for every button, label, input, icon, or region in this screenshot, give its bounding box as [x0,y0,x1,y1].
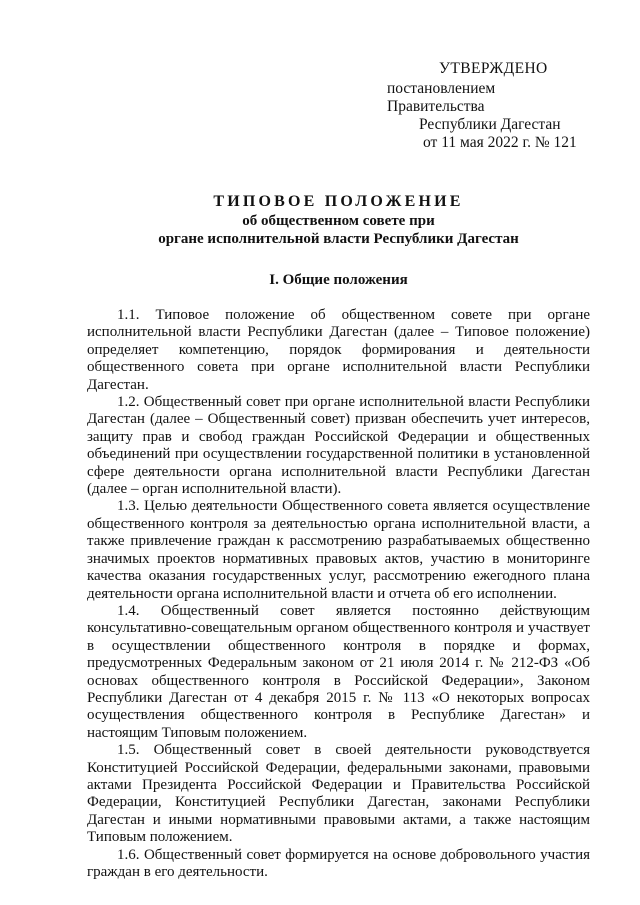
approval-republic-line: Республики Дагестан [419,116,561,133]
document-body [87,307,590,881]
document-title-main: ТИПОВОЕ ПОЛОЖЕНИЕ [213,193,464,210]
approval-stamp [387,60,590,152]
paragraph-1-6: 1.6. Общественный совет формируется на основе добровольного участия граждан в его деятельности. [87,846,590,880]
document-title-sub2: органе исполнительной власти Республики Дагестан [158,231,519,247]
paragraph-1-3: 1.3. Целью деятельности Общественного совета является осуществление общественного контроля за деятельностью органа исполнительной власти, а также привлечение граждан к рассмотрению разрабатываемых общественно значимых проектов нормативных правовых актов, участию в мониторинге качества оказания государственных услуг, рассмотрению ежегодного плана деятельности органа исполнительной власти и отчета об его исполнении. [87,498,590,602]
section-heading: I. Общие положения [269,272,408,288]
approval-heading: УТВЕРЖДЕНО [439,60,548,77]
paragraph-1-2: 1.2. Общественный совет при органе исполнительной власти Республики Дагестан (далее – Общественный совет) призван обеспечить учет интересов, защиту прав и свобод граждан Российской Федерации и общественных объединений при осуществлении государственной политики в установленной сфере деятельности органа исполнительной власти Республики Дагестан (далее – орган исполнительной власти). [87,394,590,498]
paragraph-1-5: 1.5. Общественный совет в своей деятельности руководствуется Конституцией Российской Федерации, федеральными законами, правовыми актами Президента Российской Федерации и Правительства Российской Федерации, Конституцией Республики Дагестан, законами Республики Дагестан и иными нормативными правовыми актами, а также настоящим Типовым положением. [87,742,590,846]
approval-date-line: от 11 мая 2022 г. № 121 [423,134,577,151]
approval-decree-line: постановлением Правительства [387,80,496,115]
document-title [87,192,590,248]
paragraph-1-4: 1.4. Общественный совет является постоянно действующим консультативно-совещательным органом общественного контроля и участвует в осуществлении общественного контроля в порядке и формах, предусмотренных Федеральным законом от 21 июля 2014 г. № 212-ФЗ «Об основах общественного контроля в Российской Федерации», Законом Республики Дагестан от 4 декабря 2015 г. № 113 «О некоторых вопросах осуществления общественного контроля в Республике Дагестан» и настоящим Типовым положением. [87,602,590,741]
document-title-sub1: об общественном совете при [242,213,435,229]
paragraph-1-1: 1.1. Типовое положение об общественном совете при органе исполнительной власти Республики Дагестан (далее – Типовое положение) определяет компетенцию, порядок формирования и деятельности общественного совета при органе исполнительной власти Республики Дагестан. [87,307,590,393]
